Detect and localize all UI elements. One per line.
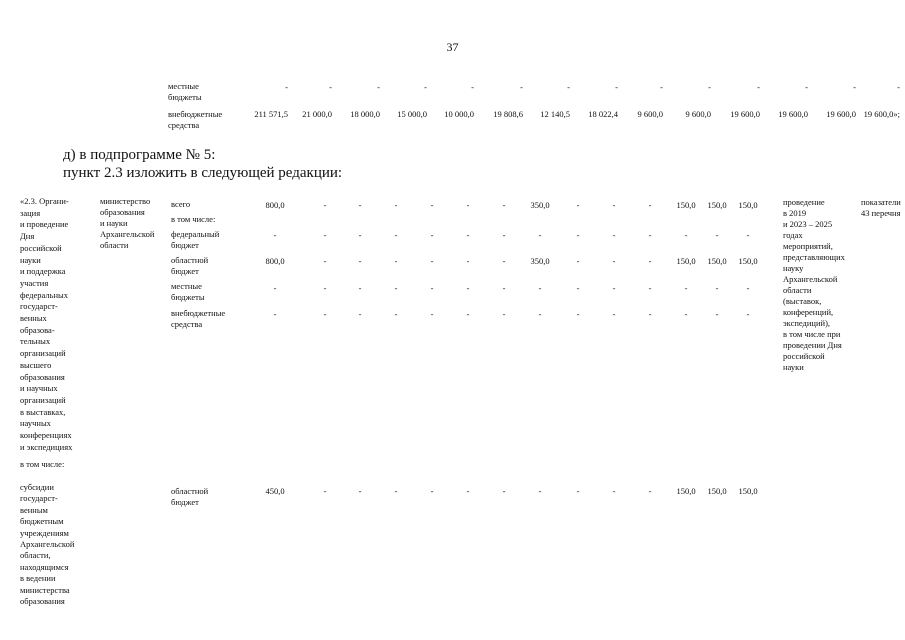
including-label: в том числе:: [20, 459, 65, 469]
fund-value-cell: -: [394, 283, 398, 293]
top-value-cell: 19 808,6: [493, 109, 523, 119]
fund-value-cell: -: [715, 309, 719, 319]
fund-value-cell: 150,0: [676, 486, 696, 496]
fund-value-cell: -: [466, 200, 470, 210]
fund-value-cell: 150,0: [676, 200, 696, 210]
fund-label-extrabudget: внебюджетные средства: [171, 308, 226, 329]
fund-value-cell: -: [502, 486, 506, 496]
top-value-cell: 15 000,0: [397, 109, 427, 119]
fund-value-cell: -: [323, 230, 327, 240]
fund-value-cell: -: [273, 283, 277, 293]
fund-value-cell: -: [323, 200, 327, 210]
fund-value-cell: -: [394, 486, 398, 496]
fund-value-cell: -: [576, 200, 580, 210]
top-value-cell: -: [377, 82, 380, 92]
fund-value-cell: -: [430, 256, 434, 266]
fund-value-cell: -: [358, 309, 362, 319]
fund-label-federal: федеральный бюджет: [171, 229, 220, 250]
fund-value-cell: -: [466, 309, 470, 319]
executor: министерство образования и науки Архангельской области: [100, 196, 155, 250]
fund-value-cell: -: [612, 200, 616, 210]
fund-value-cell: -: [430, 283, 434, 293]
fund-value-cell: -: [576, 486, 580, 496]
fund-value-cell: -: [358, 200, 362, 210]
fund-value-cell: -: [746, 309, 750, 319]
fund-value-cell: 350,0: [530, 256, 550, 266]
fund-value-cell: -: [430, 309, 434, 319]
fund-value-cell: -: [358, 486, 362, 496]
fund-value-cell: 150,0: [707, 486, 727, 496]
top-value-cell: -: [520, 82, 523, 92]
fund-value-cell: -: [648, 309, 652, 319]
fund-value-cell: -: [684, 309, 688, 319]
fund-value-cell: -: [273, 309, 277, 319]
fund-value-cell: -: [715, 283, 719, 293]
fund-value-cell: -: [684, 230, 688, 240]
top-value-cell: -: [897, 82, 900, 92]
top-value-cell: -: [471, 82, 474, 92]
top-value-cell: 9 600,0: [685, 109, 711, 119]
fund-value-cell: -: [358, 283, 362, 293]
subsidy-fund-label: областной бюджет: [171, 486, 209, 507]
fund-value-cell: -: [394, 230, 398, 240]
fund-value-cell: -: [466, 230, 470, 240]
top-value-cell: 18 000,0: [350, 109, 380, 119]
fund-label-including: в том числе:: [171, 214, 216, 224]
fund-value-cell: -: [576, 309, 580, 319]
fund-value-cell: -: [538, 230, 542, 240]
fund-value-cell: -: [430, 200, 434, 210]
fund-label-regional: областной бюджет: [171, 255, 209, 276]
fund-value-cell: -: [502, 200, 506, 210]
top-value-cell: -: [805, 82, 808, 92]
fund-value-cell: 150,0: [707, 200, 727, 210]
fund-value-cell: 150,0: [738, 200, 758, 210]
fund-value-cell: -: [648, 230, 652, 240]
top-value-cell: -: [329, 82, 332, 92]
fund-value-cell: -: [502, 256, 506, 266]
heading-line-1: д) в подпрограмме № 5:: [63, 147, 216, 163]
indicator-text: показатели 43 перечня: [861, 197, 901, 218]
fund-value-cell: -: [746, 283, 750, 293]
fund-value-cell: -: [502, 230, 506, 240]
top-value-cell: -: [424, 82, 427, 92]
fund-value-cell: -: [323, 283, 327, 293]
top-value-cell: 19 600,0: [730, 109, 760, 119]
top-row-label-extrabudget: внебюджетные средства: [168, 109, 223, 130]
fund-value-cell: -: [502, 309, 506, 319]
fund-value-cell: -: [466, 256, 470, 266]
fund-label-total: всего: [171, 199, 191, 209]
fund-value-cell: -: [576, 230, 580, 240]
fund-value-cell: -: [576, 256, 580, 266]
heading-line-2: пункт 2.3 изложить в следующей редакции:: [63, 165, 343, 181]
top-value-cell: 18 022,4: [588, 109, 618, 119]
fund-value-cell: -: [715, 230, 719, 240]
fund-value-cell: -: [648, 200, 652, 210]
fund-value-cell: -: [323, 256, 327, 266]
fund-value-cell: -: [394, 256, 398, 266]
top-value-cell: -: [853, 82, 856, 92]
fund-value-cell: 350,0: [530, 200, 550, 210]
top-value-cell: 19 600,0»;: [863, 109, 900, 119]
fund-value-cell: -: [538, 486, 542, 496]
top-value-cell: 21 000,0: [302, 109, 332, 119]
fund-value-cell: -: [394, 309, 398, 319]
top-value-cell: 10 000,0: [444, 109, 474, 119]
fund-value-cell: -: [612, 309, 616, 319]
fund-value-cell: -: [684, 283, 688, 293]
top-value-cell: -: [615, 82, 618, 92]
fund-value-cell: -: [648, 256, 652, 266]
fund-value-cell: -: [466, 283, 470, 293]
top-value-cell: -: [285, 82, 288, 92]
top-value-cell: 19 600,0: [826, 109, 856, 119]
fund-value-cell: -: [323, 309, 327, 319]
top-row-label-local: местные бюджеты: [168, 81, 202, 102]
fund-value-cell: 150,0: [676, 256, 696, 266]
fund-value-cell: -: [430, 486, 434, 496]
fund-value-cell: -: [612, 283, 616, 293]
top-value-cell: -: [708, 82, 711, 92]
top-value-cell: -: [567, 82, 570, 92]
top-value-cell: 211 571,5: [254, 109, 288, 119]
fund-value-cell: -: [358, 230, 362, 240]
fund-value-cell: -: [538, 283, 542, 293]
fund-value-cell: 800,0: [265, 200, 285, 210]
fund-value-cell: -: [394, 200, 398, 210]
top-value-cell: -: [660, 82, 663, 92]
subsidy-name: субсидии государст- венным бюджетным учреждениям Архангельской области, находящимся в ведении министерства образования: [20, 482, 75, 607]
top-value-cell: 9 600,0: [637, 109, 663, 119]
fund-value-cell: -: [430, 230, 434, 240]
fund-value-cell: -: [612, 230, 616, 240]
fund-value-cell: -: [273, 230, 277, 240]
fund-value-cell: 150,0: [707, 256, 727, 266]
fund-label-local: местные бюджеты: [171, 281, 205, 302]
fund-value-cell: -: [466, 486, 470, 496]
top-value-cell: -: [757, 82, 760, 92]
fund-value-cell: -: [358, 256, 362, 266]
fund-value-cell: -: [612, 486, 616, 496]
fund-value-cell: -: [538, 309, 542, 319]
item-name: «2.3. Органи- зация и проведение Дня российской науки и поддержка участия федеральных государст- венных образова- тельных организаций высшего образования и научных организаций в выставках, научных конференциях и экспедициях: [20, 196, 73, 452]
fund-value-cell: -: [746, 230, 750, 240]
fund-value-cell: 450,0: [265, 486, 285, 496]
result-text: проведение в 2019 и 2023 – 2025 годах мероприятий, представляющих науку Архангельской области (выставок, конференций, экспедиций), в том числе при проведении Дня российской науки: [783, 197, 845, 372]
page-number: 37: [446, 40, 459, 54]
top-value-cell: 19 600,0: [778, 109, 808, 119]
fund-value-cell: 800,0: [265, 256, 285, 266]
fund-value-cell: -: [648, 486, 652, 496]
fund-value-cell: -: [576, 283, 580, 293]
fund-value-cell: 150,0: [738, 256, 758, 266]
fund-value-cell: -: [502, 283, 506, 293]
fund-value-cell: -: [648, 283, 652, 293]
fund-value-cell: -: [323, 486, 327, 496]
fund-value-cell: 150,0: [738, 486, 758, 496]
top-value-cell: 12 140,5: [540, 109, 570, 119]
fund-value-cell: -: [612, 256, 616, 266]
